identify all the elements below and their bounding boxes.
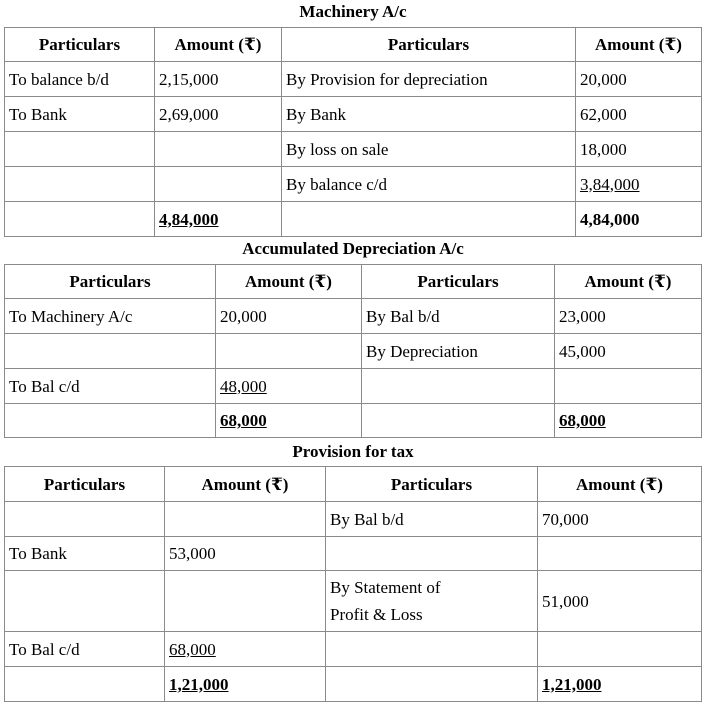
credit-particular-line2: Profit & Loss	[330, 605, 423, 624]
debit-amount	[155, 167, 282, 202]
debit-particular	[5, 167, 155, 202]
credit-amount	[538, 632, 702, 667]
credit-particular: By balance c/d	[282, 167, 576, 202]
debit-amount	[216, 334, 362, 369]
credit-particular: By Depreciation	[362, 334, 555, 369]
credit-amount: 20,000	[576, 62, 702, 97]
debit-particular	[5, 202, 155, 237]
credit-particular	[326, 537, 538, 571]
debit-particular	[5, 667, 165, 702]
debit-total: 4,84,000	[159, 209, 219, 229]
accumulated-depreciation-table	[4, 264, 702, 438]
debit-amount	[155, 132, 282, 167]
debit-total: 68,000	[220, 411, 267, 430]
table-header-row	[5, 467, 702, 502]
debit-amount: 20,000	[216, 299, 362, 334]
column-header: Amount (₹)	[555, 265, 702, 299]
column-header: Particulars	[282, 28, 576, 62]
table-row	[5, 502, 702, 537]
column-header: Particulars	[362, 265, 555, 299]
column-header: Amount (₹)	[576, 28, 702, 62]
column-header: Particulars	[5, 467, 165, 502]
column-header: Amount (₹)	[165, 467, 326, 502]
total-row	[5, 667, 702, 702]
credit-amount: 62,000	[576, 97, 702, 132]
credit-amount: 18,000	[576, 132, 702, 167]
credit-particular: By Bal b/d	[326, 502, 538, 537]
table-row	[5, 334, 702, 369]
credit-particular: By Bal b/d	[362, 299, 555, 334]
total-row	[5, 404, 702, 438]
column-header: Particulars	[5, 265, 216, 299]
debit-amount: 68,000	[169, 639, 216, 659]
table-row	[5, 537, 702, 571]
credit-particular-multiline	[326, 571, 538, 632]
debit-particular	[5, 334, 216, 369]
table-header-row	[5, 265, 702, 299]
credit-particular	[282, 202, 576, 237]
provision-for-tax-table	[4, 466, 702, 702]
credit-amount: 23,000	[555, 299, 702, 334]
debit-particular: To Bank	[5, 97, 155, 132]
debit-amount	[165, 502, 326, 537]
debit-amount: 53,000	[165, 537, 326, 571]
machinery-title: Machinery A/c	[299, 2, 407, 21]
credit-particular: By Bank	[282, 97, 576, 132]
credit-particular: By Statement of	[330, 578, 441, 597]
credit-particular	[326, 667, 538, 702]
provision-for-tax-title: Provision for tax	[292, 442, 414, 461]
column-header: Amount (₹)	[216, 265, 362, 299]
credit-total: 4,84,000	[580, 209, 640, 229]
credit-amount	[538, 537, 702, 571]
credit-amount: 51,000	[538, 571, 702, 632]
table-row	[5, 369, 702, 404]
credit-amount	[555, 369, 702, 404]
debit-particular	[5, 404, 216, 438]
table-row	[5, 632, 702, 667]
credit-amount: 3,84,000	[580, 174, 640, 194]
credit-amount: 70,000	[538, 502, 702, 537]
debit-particular: To Bal c/d	[5, 632, 165, 667]
credit-total: 68,000	[559, 411, 606, 430]
debit-amount: 2,15,000	[155, 62, 282, 97]
debit-amount	[165, 571, 326, 632]
credit-total: 1,21,000	[542, 674, 602, 694]
column-header: Amount (₹)	[155, 28, 282, 62]
table-row	[5, 62, 702, 97]
credit-particular	[362, 369, 555, 404]
total-row	[5, 202, 702, 237]
debit-particular: To Bank	[5, 537, 165, 571]
debit-total: 1,21,000	[169, 674, 229, 694]
table-row	[5, 132, 702, 167]
machinery-table	[4, 27, 702, 237]
table-row	[5, 97, 702, 132]
debit-amount: 2,69,000	[155, 97, 282, 132]
column-header: Particulars	[5, 28, 155, 62]
debit-particular: To Bal c/d	[5, 369, 216, 404]
debit-particular	[5, 132, 155, 167]
column-header: Amount (₹)	[538, 467, 702, 502]
credit-particular: By Provision for depreciation	[282, 62, 576, 97]
column-header: Particulars	[326, 467, 538, 502]
debit-particular	[5, 571, 165, 632]
accumulated-depreciation-title: Accumulated Depreciation A/c	[242, 239, 464, 258]
table-row	[5, 571, 702, 632]
debit-particular	[5, 502, 165, 537]
credit-particular	[326, 632, 538, 667]
debit-amount: 48,000	[220, 376, 267, 396]
debit-particular: To Machinery A/c	[5, 299, 216, 334]
table-row	[5, 299, 702, 334]
table-row	[5, 167, 702, 202]
credit-particular: By loss on sale	[282, 132, 576, 167]
credit-amount: 45,000	[555, 334, 702, 369]
debit-particular: To balance b/d	[5, 62, 155, 97]
credit-particular	[362, 404, 555, 438]
table-header-row	[5, 28, 702, 62]
